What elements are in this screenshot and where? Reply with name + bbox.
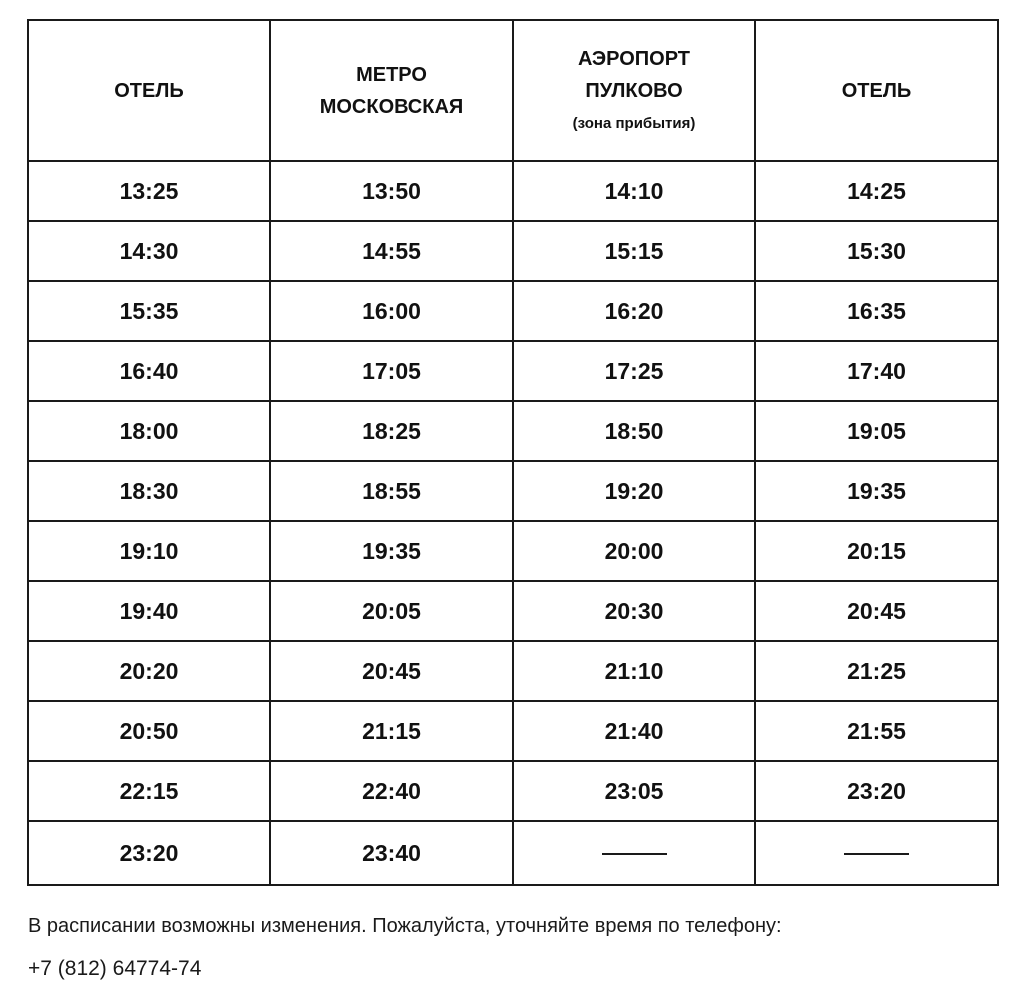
header-hotel-departure	[28, 20, 270, 161]
header-row	[28, 20, 998, 161]
contact-phone: +7 (812) 64774-74	[28, 957, 202, 980]
time-cell: 19:05	[755, 401, 998, 461]
time-cell: 14:10	[513, 161, 755, 221]
time-cell: 18:50	[513, 401, 755, 461]
schedule-row	[28, 401, 998, 461]
time-cell: 18:00	[28, 401, 270, 461]
time-cell: 16:35	[755, 281, 998, 341]
time-cell: 23:20	[755, 761, 998, 821]
time-cell: 23:40	[270, 821, 513, 885]
time-cell: 21:25	[755, 641, 998, 701]
schedule-row	[28, 641, 998, 701]
header-label: ОТЕЛЬ	[114, 79, 184, 102]
time-cell: 21:10	[513, 641, 755, 701]
time-cell: 20:45	[270, 641, 513, 701]
no-departure-dash	[602, 853, 667, 855]
time-cell: 16:20	[513, 281, 755, 341]
header-metro-moskovskaya	[270, 20, 513, 161]
time-cell: 18:30	[28, 461, 270, 521]
time-cell: 19:20	[513, 461, 755, 521]
time-cell: 22:15	[28, 761, 270, 821]
time-cell: 16:00	[270, 281, 513, 341]
schedule-container	[27, 19, 997, 886]
time-cell: 20:45	[755, 581, 998, 641]
schedule-body	[28, 161, 998, 885]
schedule-row	[28, 701, 998, 761]
schedule-row	[28, 161, 998, 221]
time-cell: 15:30	[755, 221, 998, 281]
time-cell: 21:55	[755, 701, 998, 761]
time-cell: 20:00	[513, 521, 755, 581]
time-cell: 17:40	[755, 341, 998, 401]
time-cell: 23:05	[513, 761, 755, 821]
header-sublabel: (зона прибытия)	[572, 114, 696, 132]
time-cell: 16:40	[28, 341, 270, 401]
schedule-table	[27, 19, 999, 886]
time-cell: 14:30	[28, 221, 270, 281]
time-cell: 20:50	[28, 701, 270, 761]
time-cell: 13:25	[28, 161, 270, 221]
time-cell: 19:40	[28, 581, 270, 641]
time-cell: 18:25	[270, 401, 513, 461]
time-cell: 22:40	[270, 761, 513, 821]
time-cell: 15:35	[28, 281, 270, 341]
schedule-change-note: В расписании возможны изменения. Пожалуйста, уточняйте время по телефону:	[28, 915, 782, 937]
time-cell: 13:50	[270, 161, 513, 221]
time-cell: 23:20	[28, 821, 270, 885]
time-cell: 20:15	[755, 521, 998, 581]
header-label: ОТЕЛЬ	[841, 79, 912, 102]
time-cell: 20:20	[28, 641, 270, 701]
time-cell: 14:55	[270, 221, 513, 281]
schedule-row	[28, 521, 998, 581]
schedule-row	[28, 761, 998, 821]
schedule-row	[28, 461, 998, 521]
time-cell	[755, 821, 998, 885]
time-cell: 21:15	[270, 701, 513, 761]
time-cell: 17:05	[270, 341, 513, 401]
time-cell	[513, 821, 755, 885]
time-cell: 19:10	[28, 521, 270, 581]
time-cell: 17:25	[513, 341, 755, 401]
schedule-row	[28, 221, 998, 281]
time-cell: 20:30	[513, 581, 755, 641]
schedule-row	[28, 341, 998, 401]
no-departure-dash	[844, 853, 909, 855]
time-cell: 18:55	[270, 461, 513, 521]
header-airport-pulkovo	[513, 20, 755, 161]
schedule-row	[28, 821, 998, 885]
header-label: АЭРОПОРТ	[577, 47, 691, 70]
header-label: ПУЛКОВО	[585, 79, 683, 102]
time-cell: 20:05	[270, 581, 513, 641]
header-label: МОСКОВСКАЯ	[319, 95, 464, 118]
time-cell: 19:35	[270, 521, 513, 581]
schedule-row	[28, 281, 998, 341]
time-cell: 14:25	[755, 161, 998, 221]
time-cell: 19:35	[755, 461, 998, 521]
time-cell: 21:40	[513, 701, 755, 761]
time-cell: 15:15	[513, 221, 755, 281]
header-hotel-arrival	[755, 20, 998, 161]
header-label: МЕТРО	[356, 63, 427, 86]
schedule-row	[28, 581, 998, 641]
